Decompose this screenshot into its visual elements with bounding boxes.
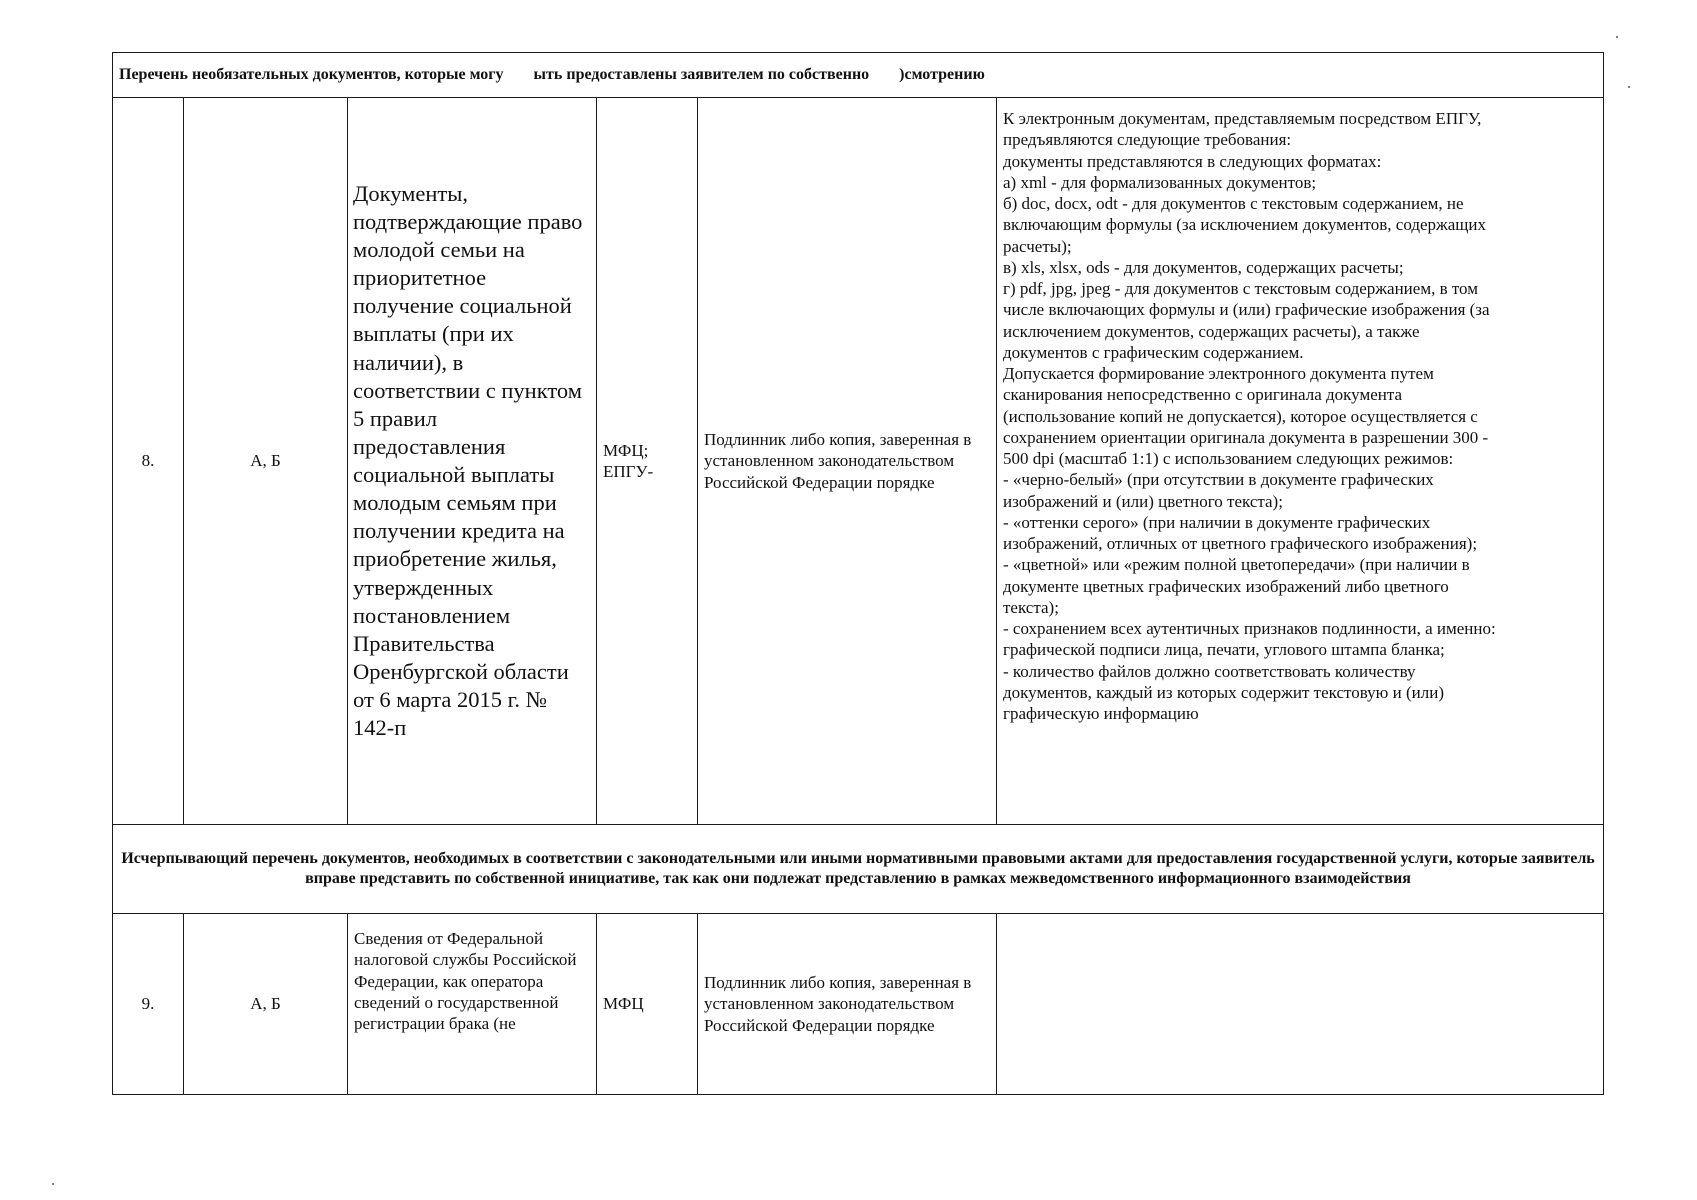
table-row bbox=[113, 914, 1604, 1095]
requirements-line: в) xls, xlsx, ods - для документов, содержащих расчеты; bbox=[1003, 257, 1404, 277]
section-header-optional-row bbox=[113, 53, 1604, 98]
section-header-exhaustive: Исчерпывающий перечень документов, необходимых в соответствии с законодательными или иными нормативными правовыми актами для предоставления государственной услуги, которые заявитель вправе представить по собственной инициативе, так как они подлежат представлению в рамках межведомственного информационного взаимодействия bbox=[113, 825, 1604, 914]
applicant-categories: А, Б bbox=[184, 914, 348, 1095]
table-row bbox=[113, 98, 1604, 825]
scan-speck bbox=[52, 1183, 54, 1185]
requirements-line: Допускается формирование электронного документа путем bbox=[1003, 364, 1434, 383]
requirements bbox=[997, 914, 1604, 1095]
section-header-optional bbox=[113, 53, 1604, 98]
section-header-optional-part-3: )смотрению bbox=[899, 66, 985, 83]
row-number: 9. bbox=[113, 914, 184, 1095]
requirements-line: а) xml - для формализованных документов; bbox=[1003, 172, 1317, 192]
submission-place-line: МФЦ bbox=[603, 994, 644, 1014]
document-name: Документы, подтверждающие право молодой семьи на приоритетное получение социальной выплаты (при их наличии), в соответствии с пунктом 5 правил предоставления социальной выплаты молодым семьям при получении кредита на приобретение жилья, утвержденных постановлением Правительства Оренбургской области от 6 марта 2015 г. № 142-п bbox=[348, 98, 597, 825]
scan-speck bbox=[1628, 86, 1630, 88]
submission-place bbox=[597, 914, 698, 1095]
requirements-line: - сохранением всех аутентичных признаков подлинности, а именно: bbox=[1003, 619, 1496, 638]
requirements-line: К электронным документам, представляемым посредством ЕПГУ, bbox=[1003, 109, 1482, 128]
scan-speck bbox=[1616, 36, 1618, 38]
requirements-line: документы представляются в следующих форматах: bbox=[1003, 151, 1382, 171]
requirements-line: документов, каждый из которых содержит текстовую и (или) bbox=[1003, 682, 1444, 702]
requirements-line: расчеты); bbox=[1003, 236, 1072, 256]
document-form: Подлинник либо копия, заверенная в установленном законодательством Российской Федерации порядке bbox=[698, 914, 997, 1095]
requirements-line: - «оттенки серого» (при наличии в документе графических bbox=[1003, 512, 1431, 532]
section-header-optional-part-2: ыть предоставлены заявителем по собственно bbox=[533, 66, 870, 83]
requirements-line: б) doc, docx, odt - для документов с текстовым содержанием, не bbox=[1003, 194, 1464, 213]
requirements-line: - «черно-белый» (при отсутствии в документе графических bbox=[1003, 470, 1434, 490]
requirements-line: текста); bbox=[1003, 597, 1059, 617]
document-form: Подлинник либо копия, заверенная в установленном законодательством Российской Федерации порядке bbox=[698, 98, 997, 825]
section-header-optional-part-1: Перечень необязательных документов, которые могу bbox=[119, 66, 504, 83]
requirements-line: документе цветных графических изображений либо цветного bbox=[1003, 576, 1449, 596]
requirements-line: графическую информацию bbox=[1003, 704, 1199, 723]
requirements-line: - «цветной» или «режим полной цветопередачи» (при наличии в bbox=[1003, 555, 1470, 575]
requirements-line: изображений и (или) цветного текста); bbox=[1003, 491, 1283, 511]
document-name: Сведения от Федеральной налоговой службы Российской Федерации, как оператора сведений о государственной регистрации брака (не bbox=[348, 914, 597, 1095]
requirements-line: включающим формулы (за исключением документов, содержащих bbox=[1003, 215, 1486, 235]
section-header-exhaustive-row bbox=[113, 825, 1604, 914]
requirements-line: изображений, отличных от цветного графического изображения); bbox=[1003, 534, 1478, 553]
applicant-categories: А, Б bbox=[184, 98, 348, 825]
requirements-line: - количество файлов должно соответствовать количеству bbox=[1003, 661, 1416, 681]
requirements-line: (использование копий не допускается), которое осуществляется с bbox=[1003, 406, 1478, 426]
requirements-line: предъявляются следующие требования: bbox=[1003, 130, 1292, 150]
row-number: 8. bbox=[113, 98, 184, 825]
requirements-line: г) pdf, jpg, jpeg - для документов с текстовым содержанием, в том bbox=[1003, 279, 1478, 298]
submission-place-line: ЕПГУ- bbox=[603, 462, 654, 481]
submission-place bbox=[597, 98, 698, 825]
requirements-line: сканирования непосредственно с оригинала документа bbox=[1003, 385, 1403, 405]
requirements-line: 500 dpi (масштаб 1:1) с использованием следующих режимов: bbox=[1003, 449, 1454, 468]
documents-table bbox=[112, 52, 1604, 1095]
requirements-line: документов с графическим содержанием. bbox=[1003, 342, 1304, 362]
requirements bbox=[997, 98, 1604, 825]
submission-place-line: МФЦ; bbox=[603, 440, 649, 460]
requirements-line: числе включающих формулы и (или) графические изображения (за bbox=[1003, 300, 1490, 320]
requirements-line: сохранением ориентации оригинала документа в разрешении 300 - bbox=[1003, 427, 1489, 447]
requirements-line: исключением документов, содержащих расчеты), а также bbox=[1003, 321, 1420, 341]
requirements-line: графической подписи лица, печати, углового штампа бланка; bbox=[1003, 640, 1445, 660]
